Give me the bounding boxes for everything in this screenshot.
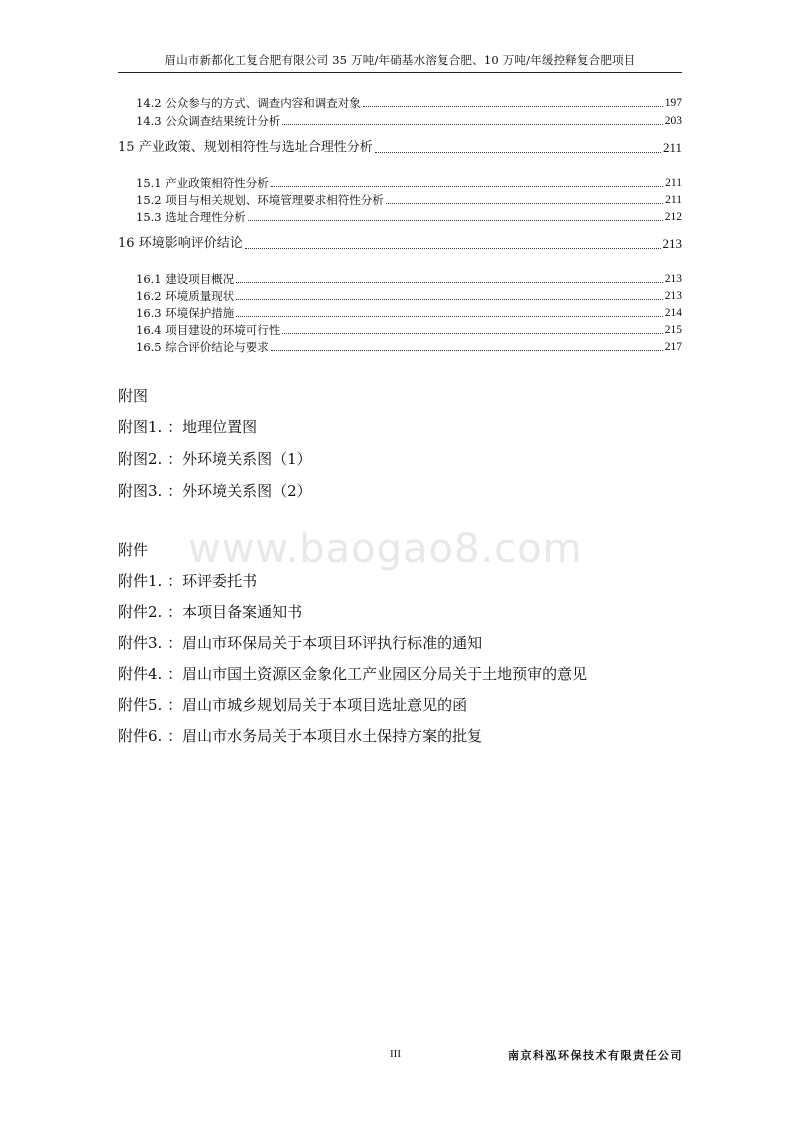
toc-leader-dots bbox=[236, 281, 662, 283]
attachment-item-6[interactable]: 附件6. ：眉山市水务局关于本项目水土保持方案的批复 bbox=[118, 727, 483, 745]
toc-entry-page: 217 bbox=[664, 341, 682, 353]
toc-entry-number: 15.1 bbox=[136, 176, 162, 190]
toc-entry-page: 211 bbox=[665, 177, 682, 189]
toc-entry-title bbox=[118, 176, 269, 190]
toc-entry-page: 211 bbox=[665, 194, 682, 206]
toc-entry-number: 16.1 bbox=[136, 272, 162, 286]
attachment-item-3[interactable]: 附件3. ：眉山市环保局关于本项目环评执行标准的通知 bbox=[118, 634, 483, 652]
toc-leader-dots bbox=[236, 298, 662, 300]
toc-leader-dots bbox=[245, 247, 661, 249]
toc-entry[interactable] bbox=[118, 210, 682, 224]
toc-entry[interactable] bbox=[118, 340, 682, 354]
header-rule bbox=[118, 72, 682, 73]
attachment-item-1[interactable]: 附件1. ：环评委托书 bbox=[118, 572, 258, 590]
toc-entry-page: 215 bbox=[664, 324, 682, 336]
toc-leader-dots bbox=[363, 105, 663, 107]
attachment-item-5[interactable]: 附件5. ：眉山市城乡规划局关于本项目选址意见的函 bbox=[118, 696, 468, 714]
toc-entry[interactable] bbox=[118, 114, 682, 128]
toc-entry-page: 203 bbox=[664, 115, 682, 127]
toc-entry-text: 项目建设的环境可行性 bbox=[165, 323, 281, 337]
toc-entry-text: 综合评价结论与要求 bbox=[165, 340, 269, 354]
figure-item-2[interactable]: 附图2. ：外环境关系图（1） bbox=[118, 450, 312, 468]
toc-leader-dots bbox=[248, 219, 663, 221]
toc-leader-dots bbox=[282, 332, 662, 334]
toc-entry-page: 213 bbox=[662, 236, 682, 251]
toc-entry[interactable] bbox=[118, 236, 682, 252]
toc-entry-number: 16.3 bbox=[136, 306, 162, 320]
toc-entry-title bbox=[118, 306, 234, 320]
toc-leader-dots bbox=[282, 123, 662, 125]
toc-entry-text: 环境质量现状 bbox=[165, 289, 235, 303]
toc-entry-text: 产业政策、规划相符性与选址合理性分析 bbox=[138, 140, 373, 155]
toc-entry-title bbox=[118, 140, 373, 156]
toc-entry-text: 建设项目概况 bbox=[165, 272, 235, 286]
toc-leader-dots bbox=[386, 202, 663, 204]
figure-item-3[interactable]: 附图3. ：外环境关系图（2） bbox=[118, 482, 312, 500]
toc-entry-number: 14.2 bbox=[136, 96, 162, 110]
toc-leader-dots bbox=[375, 151, 661, 153]
toc-entry-title bbox=[118, 323, 280, 337]
toc-entry-number: 16.2 bbox=[136, 289, 162, 303]
toc-entry[interactable] bbox=[118, 193, 682, 207]
toc-entry-title bbox=[118, 96, 361, 110]
toc-entry[interactable] bbox=[118, 306, 682, 320]
toc-entry-number: 15.3 bbox=[136, 210, 162, 224]
toc-entry-text: 环境影响评价结论 bbox=[138, 236, 243, 251]
toc-entry[interactable] bbox=[118, 323, 682, 337]
toc-entry-number: 14.3 bbox=[136, 114, 162, 128]
attachment-item-4[interactable]: 附件4. ：眉山市国土资源区金象化工产业园区分局关于土地预审的意见 bbox=[118, 665, 588, 683]
toc-entry[interactable] bbox=[118, 140, 682, 156]
toc-entry-number: 16.5 bbox=[136, 340, 162, 354]
toc-entry-number: 16 bbox=[118, 236, 135, 251]
toc-entry-title bbox=[118, 114, 280, 128]
toc-entry-page: 211 bbox=[662, 140, 682, 155]
toc-entry-title bbox=[118, 340, 269, 354]
toc-entry-text: 环境保护措施 bbox=[165, 306, 235, 320]
toc-leader-dots bbox=[271, 185, 663, 187]
toc-entry-title bbox=[118, 210, 246, 224]
toc-entry-title bbox=[118, 193, 384, 207]
figure-item-1[interactable]: 附图1. ：地理位置图 bbox=[118, 418, 258, 436]
toc-entry-number: 15.2 bbox=[136, 193, 162, 207]
toc-entry-title bbox=[118, 289, 234, 303]
toc-entry-page: 197 bbox=[664, 97, 682, 109]
figures-heading: 附图 bbox=[118, 387, 149, 405]
toc-entry-page: 213 bbox=[664, 290, 682, 302]
toc-entry[interactable] bbox=[118, 289, 682, 303]
toc-leader-dots bbox=[271, 349, 663, 351]
toc-entry-title bbox=[118, 272, 234, 286]
toc-entry-text: 产业政策相符性分析 bbox=[165, 176, 269, 190]
footer-company: 南京科泓环保技术有限责任公司 bbox=[508, 1049, 683, 1062]
toc-entry[interactable] bbox=[118, 176, 682, 190]
toc-entry-page: 213 bbox=[664, 273, 682, 285]
toc-entry-number: 16.4 bbox=[136, 323, 162, 337]
toc-entry[interactable] bbox=[118, 96, 682, 110]
toc-entry-number: 15 bbox=[118, 140, 135, 155]
toc-entry-text: 公众调查结果统计分析 bbox=[165, 114, 281, 128]
attachment-item-2[interactable]: 附件2. ：本项目备案通知书 bbox=[118, 603, 303, 621]
watermark: www.baogao8.com bbox=[188, 526, 583, 572]
toc-entry-page: 212 bbox=[664, 211, 682, 223]
page-number: III bbox=[390, 1048, 401, 1060]
toc-leader-dots bbox=[236, 315, 662, 317]
toc-entry-text: 选址合理性分析 bbox=[165, 210, 246, 224]
toc-entry-text: 公众参与的方式、调查内容和调查对象 bbox=[165, 96, 361, 110]
attachments-heading: 附件 bbox=[118, 541, 149, 559]
toc-entry-page: 214 bbox=[664, 307, 682, 319]
page-header: 眉山市新都化工复合肥有限公司 35 万吨/年硝基水溶复合肥、10 万吨/年缓控释复合肥项目 bbox=[164, 53, 636, 67]
toc-entry-title bbox=[118, 236, 243, 252]
toc-entry[interactable] bbox=[118, 272, 682, 286]
toc-entry-text: 项目与相关规划、环境管理要求相符性分析 bbox=[165, 193, 384, 207]
